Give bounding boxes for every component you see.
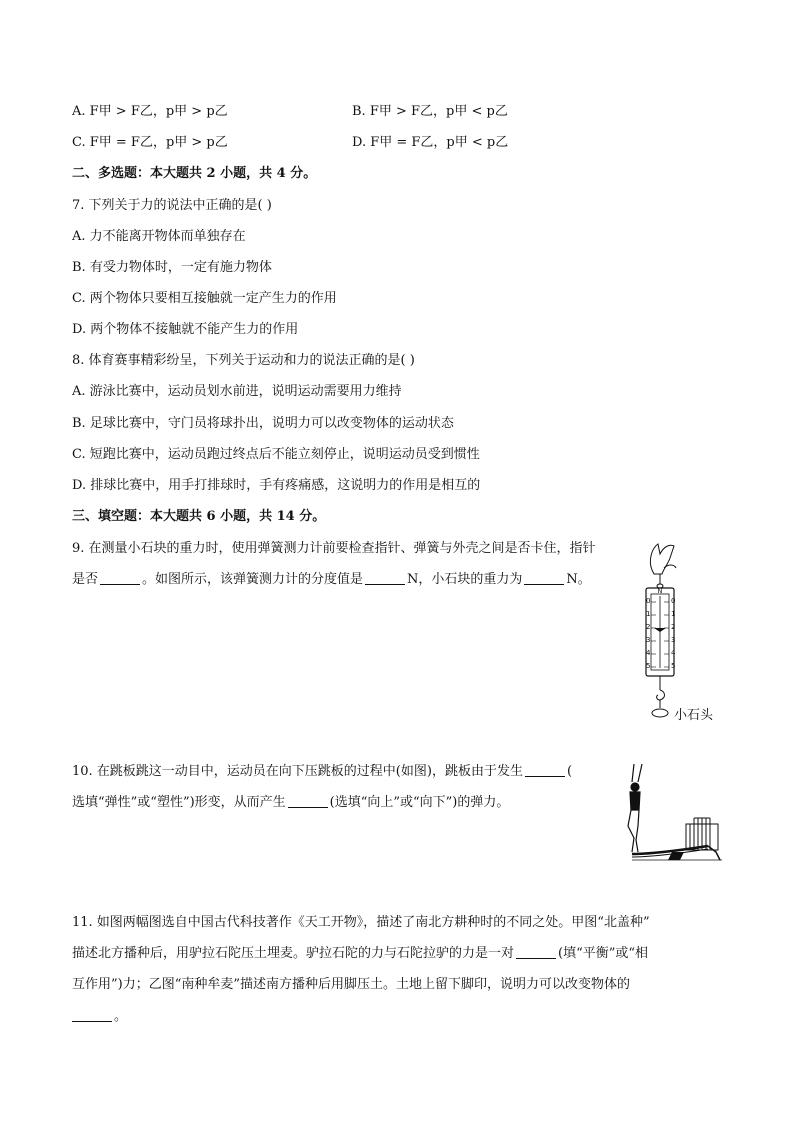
q9-text-a: 是否 xyxy=(72,572,99,587)
question-7-stem: 7. 下列关于力的说法中正确的是( ) xyxy=(72,198,272,213)
option-7a: A. 力不能离开物体而单独存在 xyxy=(72,229,246,244)
option-6a: A. F甲 > F乙，p甲 > p乙 xyxy=(72,104,228,119)
scale-tick-label: 0 xyxy=(646,597,651,605)
question-11-line2 xyxy=(72,944,648,964)
q11-text-a: 描述北方播种后，用驴拉石陀压土埋麦。驴拉石陀的力与石陀拉驴的力是一对 xyxy=(72,946,515,961)
option-8b: B. 足球比赛中，守门员将球扑出，说明力可以改变物体的运动状态 xyxy=(72,416,454,431)
scale-tick-label: 5 xyxy=(671,662,676,670)
answer-blank[interactable] xyxy=(365,570,405,585)
option-7b: B. 有受力物体时，一定有施力物体 xyxy=(72,260,272,275)
q10-text-a: 10. 在跳板跳这一动目中，运动员在向下压跳板的过程中(如图)，跳板由于发生 xyxy=(72,764,523,779)
question-11-line3: 互作用”)力；乙图“南种牟麦”描述南方播种后用脚压土。土地上留下脚印，说明力可以改变物体的 xyxy=(72,977,631,992)
answer-blank[interactable] xyxy=(516,944,556,959)
diver-springboard-figure xyxy=(612,760,727,865)
q10-text-d: (选填“向上”或“向下”)的弹力。 xyxy=(329,795,510,810)
scale-tick-label: 2 xyxy=(646,623,651,631)
q11-text-b: (填“平衡”或“相 xyxy=(558,946,649,961)
scale-tick-label: 2 xyxy=(671,623,676,631)
scale-tick-label: 1 xyxy=(646,610,651,618)
answer-blank[interactable] xyxy=(525,762,565,777)
question-10-line1 xyxy=(72,762,572,782)
section-title-fill-in: 三、填空题：本大题共 6 小题，共 14 分。 xyxy=(72,509,326,524)
question-11-line1: 11. 如图两幅图选自中国古代科技著作《天工开物》，描述了南北方耕种时的不同之处。甲图“北盖种” xyxy=(72,915,650,930)
scale-tick-label: 4 xyxy=(671,649,676,657)
answer-blank[interactable] xyxy=(288,793,328,808)
scale-tick-label: 1 xyxy=(671,610,676,618)
question-8-stem: 8. 体育赛事精彩纷呈，下列关于运动和力的说法正确的是( ) xyxy=(72,353,415,368)
option-7c: C. 两个物体只要相互接触就一定产生力的作用 xyxy=(72,291,337,306)
scale-tick-label: 3 xyxy=(671,636,676,644)
option-8d: D. 排球比赛中，用手打排球时，手有疼痛感，这说明力的作用是相互的 xyxy=(72,478,481,493)
question-9-line1: 9. 在测量小石块的重力时，使用弹簧测力计前要检查指针、弹簧与外壳之间是否卡住，指针 xyxy=(72,541,596,556)
question-9-line2 xyxy=(72,570,591,590)
option-6b: B. F甲 > F乙，p甲 < p乙 xyxy=(352,104,508,119)
q11-text-end: 。 xyxy=(114,1009,128,1024)
option-7d: D. 两个物体不接触就不能产生力的作用 xyxy=(72,322,299,337)
option-8c: C. 短跑比赛中，运动员跑过终点后不能立刻停止，说明运动员受到惯性 xyxy=(72,447,480,462)
option-8a: A. 游泳比赛中，运动员划水前进，说明运动需要用力维持 xyxy=(72,384,402,399)
q10-text-c: 选填“弹性”或“塑性”)形变，从而产生 xyxy=(72,795,286,810)
option-6d: D. F甲 = F乙，p甲 < p乙 xyxy=(352,135,509,150)
q9-text-b: 。如图所示，该弹簧测力计的分度值是 xyxy=(142,572,364,587)
scale-tick-label: 4 xyxy=(646,649,651,657)
scale-tick-label: 0 xyxy=(671,597,676,605)
q10-text-b: ( xyxy=(566,764,573,779)
answer-blank[interactable] xyxy=(524,570,564,585)
answer-blank[interactable] xyxy=(72,1007,112,1022)
answer-blank[interactable] xyxy=(100,570,140,585)
scale-unit: N xyxy=(657,588,663,595)
scale-tick-labels xyxy=(640,540,690,725)
option-6c: C. F甲 = F乙，p甲 > p乙 xyxy=(72,135,228,150)
question-11-line4 xyxy=(72,1007,127,1027)
scale-tick-label: 5 xyxy=(646,662,651,670)
question-10-line2 xyxy=(72,793,509,813)
stone-caption: 小石头 xyxy=(674,708,714,723)
q9-text-c: N，小石块的重力为 xyxy=(407,572,523,587)
scale-tick-label: 3 xyxy=(646,636,651,644)
section-title-multiple-choice: 二、多选题：本大题共 2 小题，共 4 分。 xyxy=(72,166,317,181)
q9-text-d: N。 xyxy=(566,572,591,587)
